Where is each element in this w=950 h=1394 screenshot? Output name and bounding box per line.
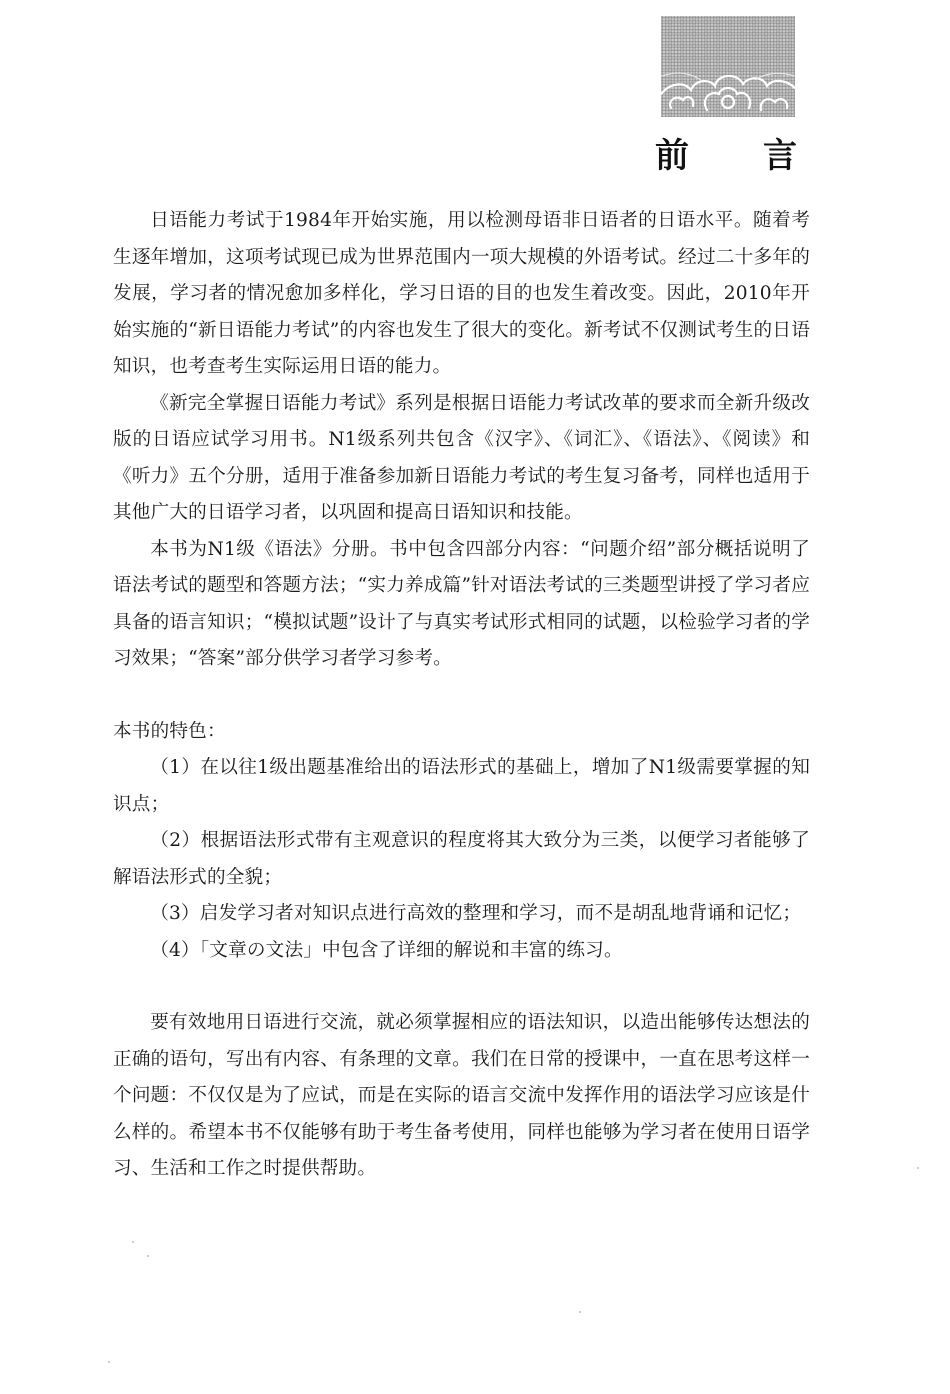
decorative-cloud-ornament <box>661 16 795 117</box>
page-title-char-1: 前 <box>655 135 689 176</box>
scan-speck <box>579 1311 581 1313</box>
feature-item-2: （2）根据语法形式带有主观意识的程度将其大致分为三类，以便学习者能够了解语法形式的全貌； <box>113 830 810 888</box>
scan-speck <box>132 1241 134 1243</box>
intro-paragraph-1: 日语能力考试于1984年开始实施，用以检测母语非日语者的日语水平。随着考生逐年增加，这项考试现已成为世界范围内一项大规模的外语考试。经过二十多年的发展，学习者的情况愈加多样化，学习日语的目的也发生着改变。因此，2010年开始实施的“新日语能力考试”的内容也发生了很大的变化。新考试不仅测试考生的日语知识，也考查考生实际运用日语的能力。 <box>113 210 810 377</box>
feature-item-4: （4）「文章の文法」中包含了详细的解说和丰富的练习。 <box>150 939 623 961</box>
intro-paragraph-3: 本书为N1级《语法》分册。书中包含四部分内容：“问题介绍”部分概括说明了语法考试的题型和答题方法；“实力养成篇”针对语法考试的三类题型讲授了学习者应具备的语言知识；“模拟试题”设计了与真实考试形式相同的试题，以检验学习者的学习效果；“答案”部分供学习者学习参考。 <box>113 538 810 669</box>
section-spacer <box>113 678 810 714</box>
section-spacer <box>113 969 810 1005</box>
intro-paragraph-2: 《新完全掌握日语能力考试》系列是根据日语能力考试改革的要求而全新升级改版的日语应试学习用书。N1级系列共包含《汉字》、《词汇》、《语法》、《阅读》和《听力》五个分册，适用于准备参加新日语能力考试的考生复习备考，同样也适用于其他广大的日语学习者，以巩固和提高日语知识和技能。 <box>113 392 810 523</box>
page-title <box>655 130 797 174</box>
features-heading: 本书的特色： <box>113 720 226 742</box>
preface-body <box>113 203 810 1188</box>
scan-speck <box>147 1255 149 1257</box>
feature-item-3: （3）启发学习者对知识点进行高效的整理和学习，而不是胡乱地背诵和记忆； <box>150 903 802 924</box>
closing-paragraph: 要有效地用日语进行交流，就必须掌握相应的语法知识，以造出能够传达想法的正确的语句，写出有内容、有条理的文章。我们在日常的授课中，一直在思考这样一个问题：不仅仅是为了应试，而是在实际的语言交流中发挥作用的语法学习应该是什么样的。希望本书不仅能够有助于考生备考使用，同样也能够为学习者在使用日语学习、生活和工作之时提供帮助。 <box>113 1012 810 1179</box>
cloud-pattern-icon <box>661 16 795 117</box>
feature-item-1: （1）在以往1级出题基准给出的语法形式的基础上，增加了N1级需要掌握的知识点； <box>113 757 810 815</box>
page-title-char-2: 言 <box>763 135 797 176</box>
scan-speck <box>917 1167 919 1169</box>
scan-speck <box>108 1361 110 1363</box>
